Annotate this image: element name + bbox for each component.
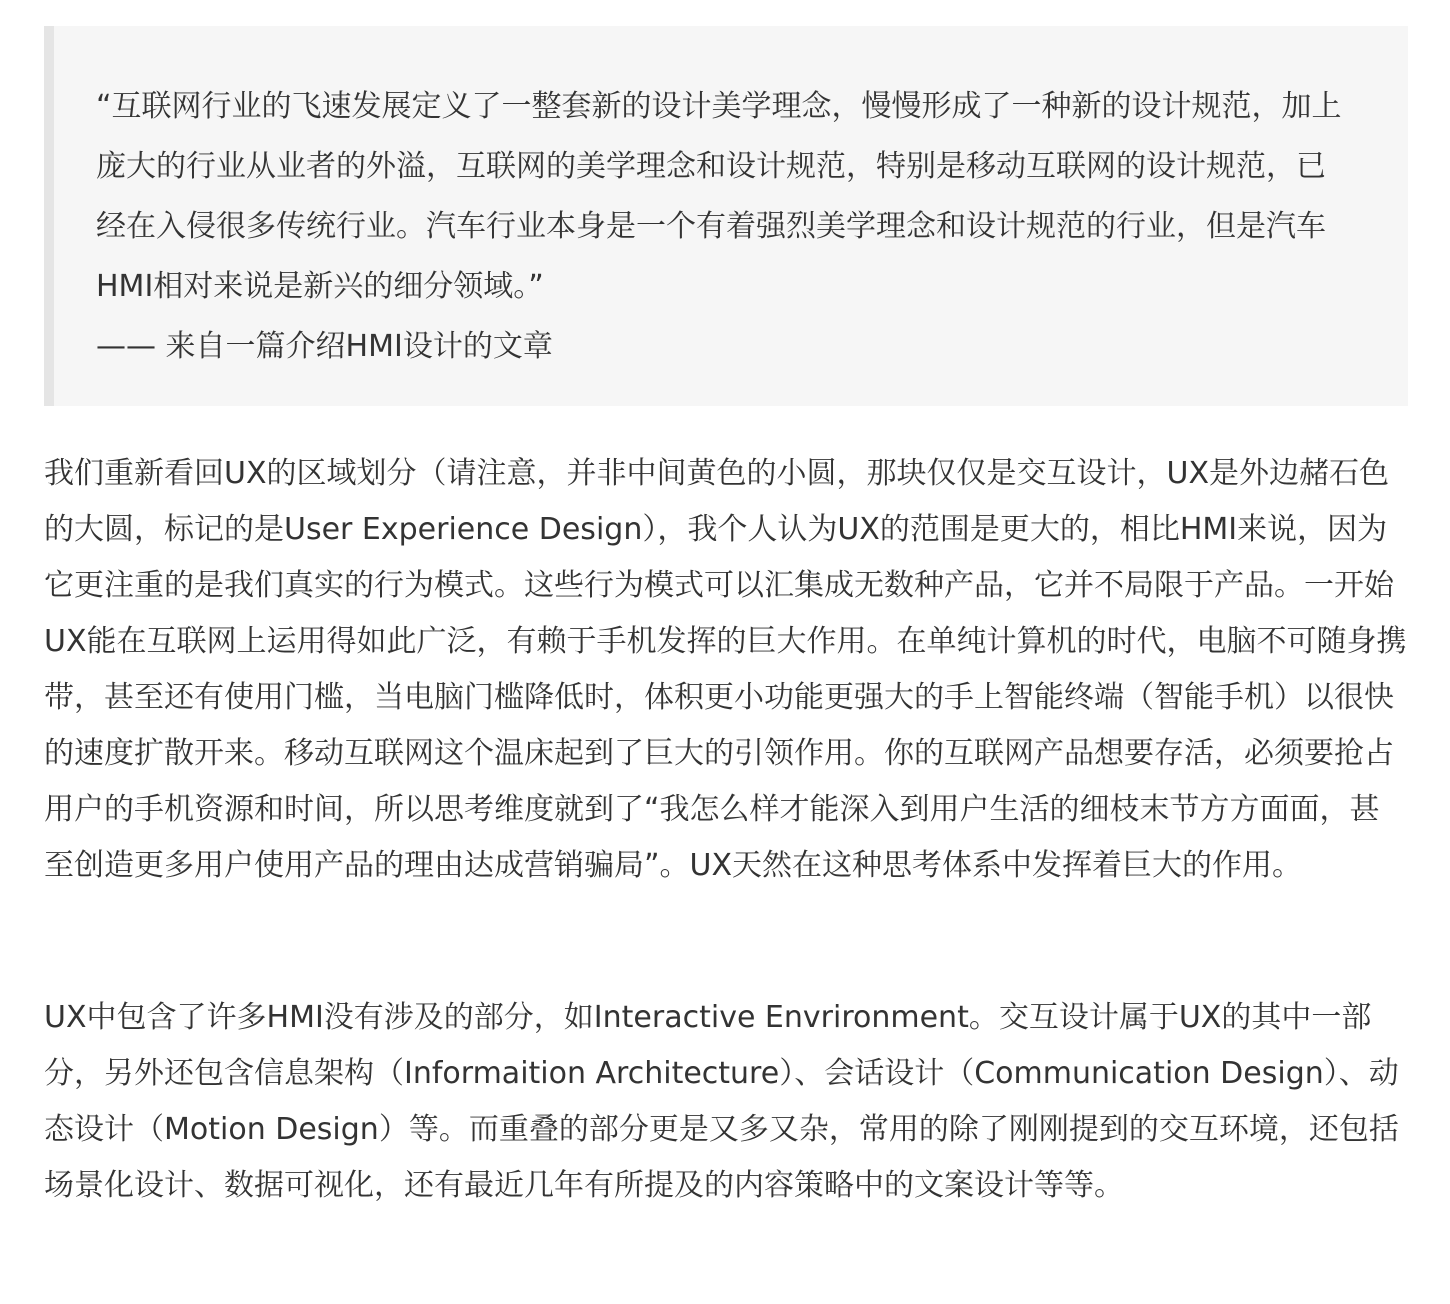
quote-text: “互联网行业的飞速发展定义了一整套新的设计美学理念，慢慢形成了一种新的设计规范，加上庞大的行业从业者的外溢，互联网的美学理念和设计规范，特别是移动互联网的设计规范，已经在入侵很多传统行业。汽车行业本身是一个有着强烈美学理念和设计规范的行业，但是汽车HMI相对来说是新兴的细分领域。” [96, 89, 1342, 304]
quote-source: —— 来自一篇介绍HMI设计的文章 [96, 329, 553, 364]
blockquote [44, 26, 1408, 406]
paragraph-ux-parts: UX中包含了许多HMI没有涉及的部分，如Interactive Envrironment。交互设计属于UX的其中一部分，另外还包含信息架构（Informaition Architecture）、会话设计（Communication Design）、动态设计（Motion Design）等。而重叠的部分更是又多又杂，常用的除了刚刚提到的交互环境，还包括场景化设计、数据可视化，还有最近几年有所提及的内容策略中的文案设计等等。 [44, 1000, 1399, 1203]
article-body [44, 26, 1408, 1203]
paragraph-ux-scope: 我们重新看回UX的区域划分（请注意，并非中间黄色的小圆，那块仅仅是交互设计，UX是外边赭石色的大圆，标记的是User Experience Design），我个人认为UX的范围是更大的，相比HMI来说，因为它更注重的是我们真实的行为模式。这些行为模式可以汇集成无数种产品，它并不局限于产品。一开始UX能在互联网上运用得如此广泛，有赖于手机发挥的巨大作用。在单纯计算机的时代，电脑不可随身携带，甚至还有使用门槛，当电脑门槛降低时，体积更小功能更强大的手上智能终端（智能手机）以很快的速度扩散开来。移动互联网这个温床起到了巨大的引领作用。你的互联网产品想要存活，必须要抢占用户的手机资源和时间，所以思考维度就到了“我怎么样才能深入到用户生活的细枝末节方方面面，甚至创造更多用户使用产品的理由达成营销骗局”。UX天然在这种思考体系中发挥着巨大的作用。 [44, 456, 1407, 883]
